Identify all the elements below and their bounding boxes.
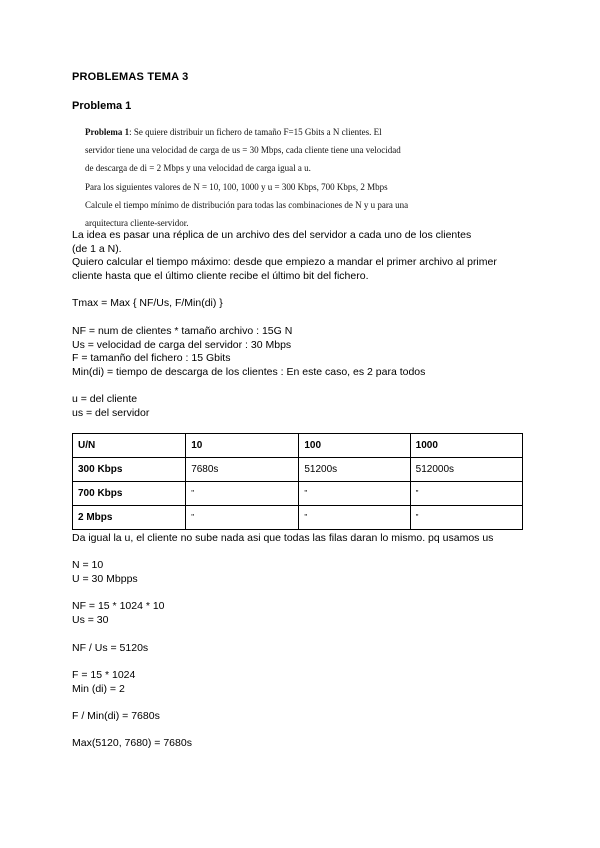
- text-line: NF = num de clientes * tamaño archivo : 15G N: [72, 324, 293, 337]
- text-line: La idea es pasar una réplica de un archivo des del servidor a cada uno de los clientes: [72, 229, 472, 241]
- statement-text: : Se quiere distribuir un fichero de tamaño F=15 Gbits a N clientes. El: [129, 127, 382, 137]
- table-row-label: 700 Kbps: [73, 482, 186, 506]
- text-line: F = 15 * 1024: [72, 668, 136, 681]
- table-row: [73, 482, 523, 506]
- table-header-cell: U/N: [73, 434, 186, 458]
- notes-bottom: [72, 532, 542, 751]
- statement-line: Calcule el tiempo mínimo de distribución para todas las combinaciones de N y u para una: [85, 199, 409, 210]
- blank-line: [72, 696, 542, 710]
- blank-line: [72, 724, 542, 738]
- table-cell: ": [186, 506, 299, 530]
- table-header-row: [73, 434, 523, 458]
- text-line: Us = velocidad de carga del servidor : 30 Mbps: [72, 338, 292, 351]
- table-cell: 51200s: [299, 458, 410, 482]
- results-table: [72, 433, 523, 530]
- table-header-cell: 100: [299, 434, 410, 458]
- text-line: (de 1 a N).: [72, 242, 122, 255]
- text-line: Us = 30: [72, 614, 109, 627]
- table-cell: ": [299, 482, 410, 506]
- blank-line: [72, 546, 542, 560]
- statement-line: [85, 123, 455, 141]
- table-row: [73, 458, 523, 482]
- text-line: F = tamanño del fichero : 15 Gbits: [72, 352, 231, 365]
- table-cell: ": [186, 482, 299, 506]
- text-line: NF / Us = 5120s: [72, 641, 149, 654]
- text-line: Min(di) = tiempo de descarga de los clientes : En este caso, es 2 para todos: [72, 365, 426, 378]
- blank-line: [72, 380, 542, 394]
- blank-line: [72, 587, 542, 601]
- statement-line: arquitectura cliente-servidor.: [85, 217, 189, 228]
- blank-line: [72, 655, 542, 669]
- problem-statement-image: [85, 123, 455, 232]
- table-row-label: 2 Mbps: [73, 506, 186, 530]
- text-line: F / Min(di) = 7680s: [72, 709, 160, 722]
- table-header-cell: 1000: [410, 434, 522, 458]
- text-line: Min (di) = 2: [72, 682, 125, 695]
- statement-line: servidor tiene una velocidad de carga de us = 30 Mbps, cada cliente tiene una velocidad: [85, 145, 401, 156]
- text-line: Max(5120, 7680) = 7680s: [72, 737, 192, 750]
- blank-line: [72, 311, 542, 325]
- statement-line: Para los siguientes valores de N = 10, 100, 1000 y u = 300 Kbps, 700 Kbps, 2 Mbps: [85, 181, 388, 192]
- text-line: Quiero calcular el tiempo máximo: desde que empiezo a mandar el primer archivo al primer: [72, 256, 497, 269]
- table-cell: 7680s: [186, 458, 299, 482]
- table-cell: ": [299, 506, 410, 530]
- text-line: us = del servidor: [72, 406, 150, 419]
- notes-top: [72, 229, 542, 421]
- document-title: PROBLEMAS TEMA 3: [72, 71, 189, 83]
- table-cell: 512000s: [410, 458, 522, 482]
- text-line: U = 30 Mbpps: [72, 573, 138, 586]
- text-line: NF = 15 * 1024 * 10: [72, 600, 165, 613]
- statement-label: Problema 1: [85, 127, 130, 137]
- statement-line: de descarga de di = 2 Mbps y una velocidad de carga igual a u.: [85, 163, 311, 174]
- table-header-cell: 10: [186, 434, 299, 458]
- table-row-label: 300 Kbps: [73, 458, 186, 482]
- blank-line: [72, 284, 542, 298]
- table-row: [73, 506, 523, 530]
- table-cell: ": [410, 506, 522, 530]
- text-line: cliente hasta que el último cliente recibe el último bit del fichero.: [72, 270, 369, 283]
- table-cell: ": [410, 482, 522, 506]
- section-title: Problema 1: [72, 100, 132, 112]
- formula-line: Tmax = Max { NF/Us, F/Min(di) }: [72, 297, 223, 310]
- text-line: N = 10: [72, 559, 104, 572]
- text-line: Da igual la u, el cliente no sube nada asi que todas las filas daran lo mismo. pq usamos us: [72, 532, 494, 544]
- text-line: u = del cliente: [72, 393, 138, 406]
- blank-line: [72, 628, 542, 642]
